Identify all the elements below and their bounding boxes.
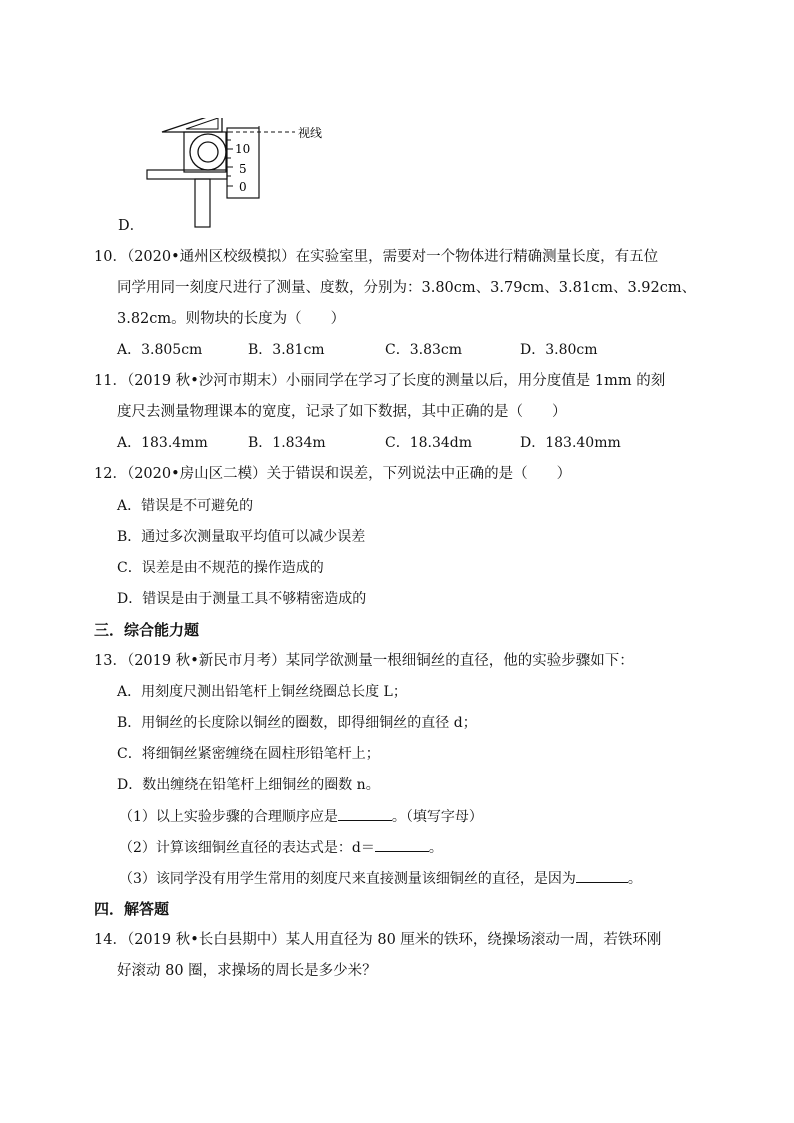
q11-option-c: C．18.34dm bbox=[385, 435, 473, 451]
q13-sub1-answer-blank[interactable] bbox=[338, 806, 392, 821]
q12-option-a: A．错误是不可避免的 bbox=[117, 498, 254, 514]
q13-step-d: D．数出缠绕在铅笔杆上细铜丝的圈数 n。 bbox=[117, 777, 380, 793]
q11-option-a: A．183.4mm bbox=[117, 435, 208, 451]
q10-option-a: A．3.805cm bbox=[117, 342, 203, 358]
q11-option-d: D．183.40mm bbox=[520, 435, 621, 451]
q11-option-b: B．1.834m bbox=[248, 435, 326, 451]
tick-label-0: 0 bbox=[239, 180, 247, 194]
sight-line-label: 视线 bbox=[298, 126, 323, 140]
q12-option-b: B．通过多次测量取平均值可以减少误差 bbox=[117, 529, 366, 545]
q13-sub-question-1 bbox=[119, 806, 483, 827]
q13-sub1-text: （1）以上实验步骤的合理顺序应是 bbox=[119, 809, 338, 825]
q13-sub2-answer-blank[interactable] bbox=[375, 837, 429, 852]
q12-option-d: D．错误是由于测量工具不够精密造成的 bbox=[117, 591, 367, 607]
q13-sub3-answer-blank[interactable] bbox=[576, 868, 628, 883]
q9-option-d: D． bbox=[118, 218, 145, 234]
section-heading-4: 四．解答题 bbox=[94, 900, 170, 918]
q13-step-a: A．用刻度尺测出铅笔杆上铜丝绕圈总长度 L； bbox=[117, 684, 407, 700]
q10-line-2: 同学用同一刻度尺进行了测量、度数，分别为：3.80cm、3.79cm、3.81cm、3.92cm、 bbox=[117, 280, 697, 296]
q10-option-b: B．3.81cm bbox=[248, 342, 325, 358]
q12-line-1: 12．（2020•房山区二模）关于错误和误差，下列说法中正确的是（ ） bbox=[94, 466, 572, 482]
q10-line-3: 3.82cm。则物块的长度为（ ） bbox=[117, 311, 346, 327]
q13-sub1-suffix: 。（填写字母） bbox=[391, 809, 483, 825]
tick-label-10: 10 bbox=[235, 142, 251, 156]
q10-option-d: D．3.80cm bbox=[520, 342, 598, 358]
q13-sub2-text: （2）计算该细铜丝直径的表达式是：d＝ bbox=[119, 840, 375, 856]
q12-option-c: C．误差是由不规范的操作造成的 bbox=[117, 560, 324, 576]
q13-sub2-suffix: 。 bbox=[428, 840, 443, 856]
q13-step-c: C．将细铜丝紧密缠绕在圆柱形铅笔杆上； bbox=[117, 746, 380, 762]
q13-sub3-suffix: 。 bbox=[627, 871, 642, 887]
q14-line-1: 14．（2019 秋•长白县期中）某人用直径为 80 厘米的铁环，绕操场滚动一周，若铁环刚 bbox=[94, 932, 662, 948]
q10-option-c: C．3.83cm bbox=[385, 342, 462, 358]
q11-line-2: 度尺去测量物理课本的宽度，记录了如下数据，其中正确的是（ ） bbox=[117, 404, 567, 420]
q11-line-1: 11．（2019 秋•沙河市期末）小丽同学在学习了长度的测量以后，用分度值是 1mm 的刻 bbox=[94, 373, 666, 389]
q10-line-1: 10．（2020•通州区校级模拟）在实验室里，需要对一个物体进行精确测量长度，有五位 bbox=[94, 249, 659, 265]
q14-line-2: 好滚动 80 圈，求操场的周长是多少米？ bbox=[117, 963, 377, 979]
caliper-measurement-figure bbox=[140, 118, 340, 230]
q13-sub3-text: （3）该同学没有用学生常用的刻度尺来直接测量该细铜丝的直径，是因为 bbox=[119, 871, 576, 887]
q13-sub-question-2 bbox=[119, 837, 443, 858]
section-heading-3: 三．综合能力题 bbox=[94, 621, 200, 639]
q13-line-1: 13．（2019 秋•新民市月考）某同学欲测量一根细铜丝的直径，他的实验步骤如下： bbox=[94, 653, 634, 669]
coin-icon bbox=[190, 134, 226, 170]
tick-label-5: 5 bbox=[239, 162, 247, 176]
q13-step-b: B．用铜丝的长度除以铜丝的圈数，即得细铜丝的直径 d； bbox=[117, 715, 477, 731]
q13-sub-question-3 bbox=[119, 868, 642, 889]
